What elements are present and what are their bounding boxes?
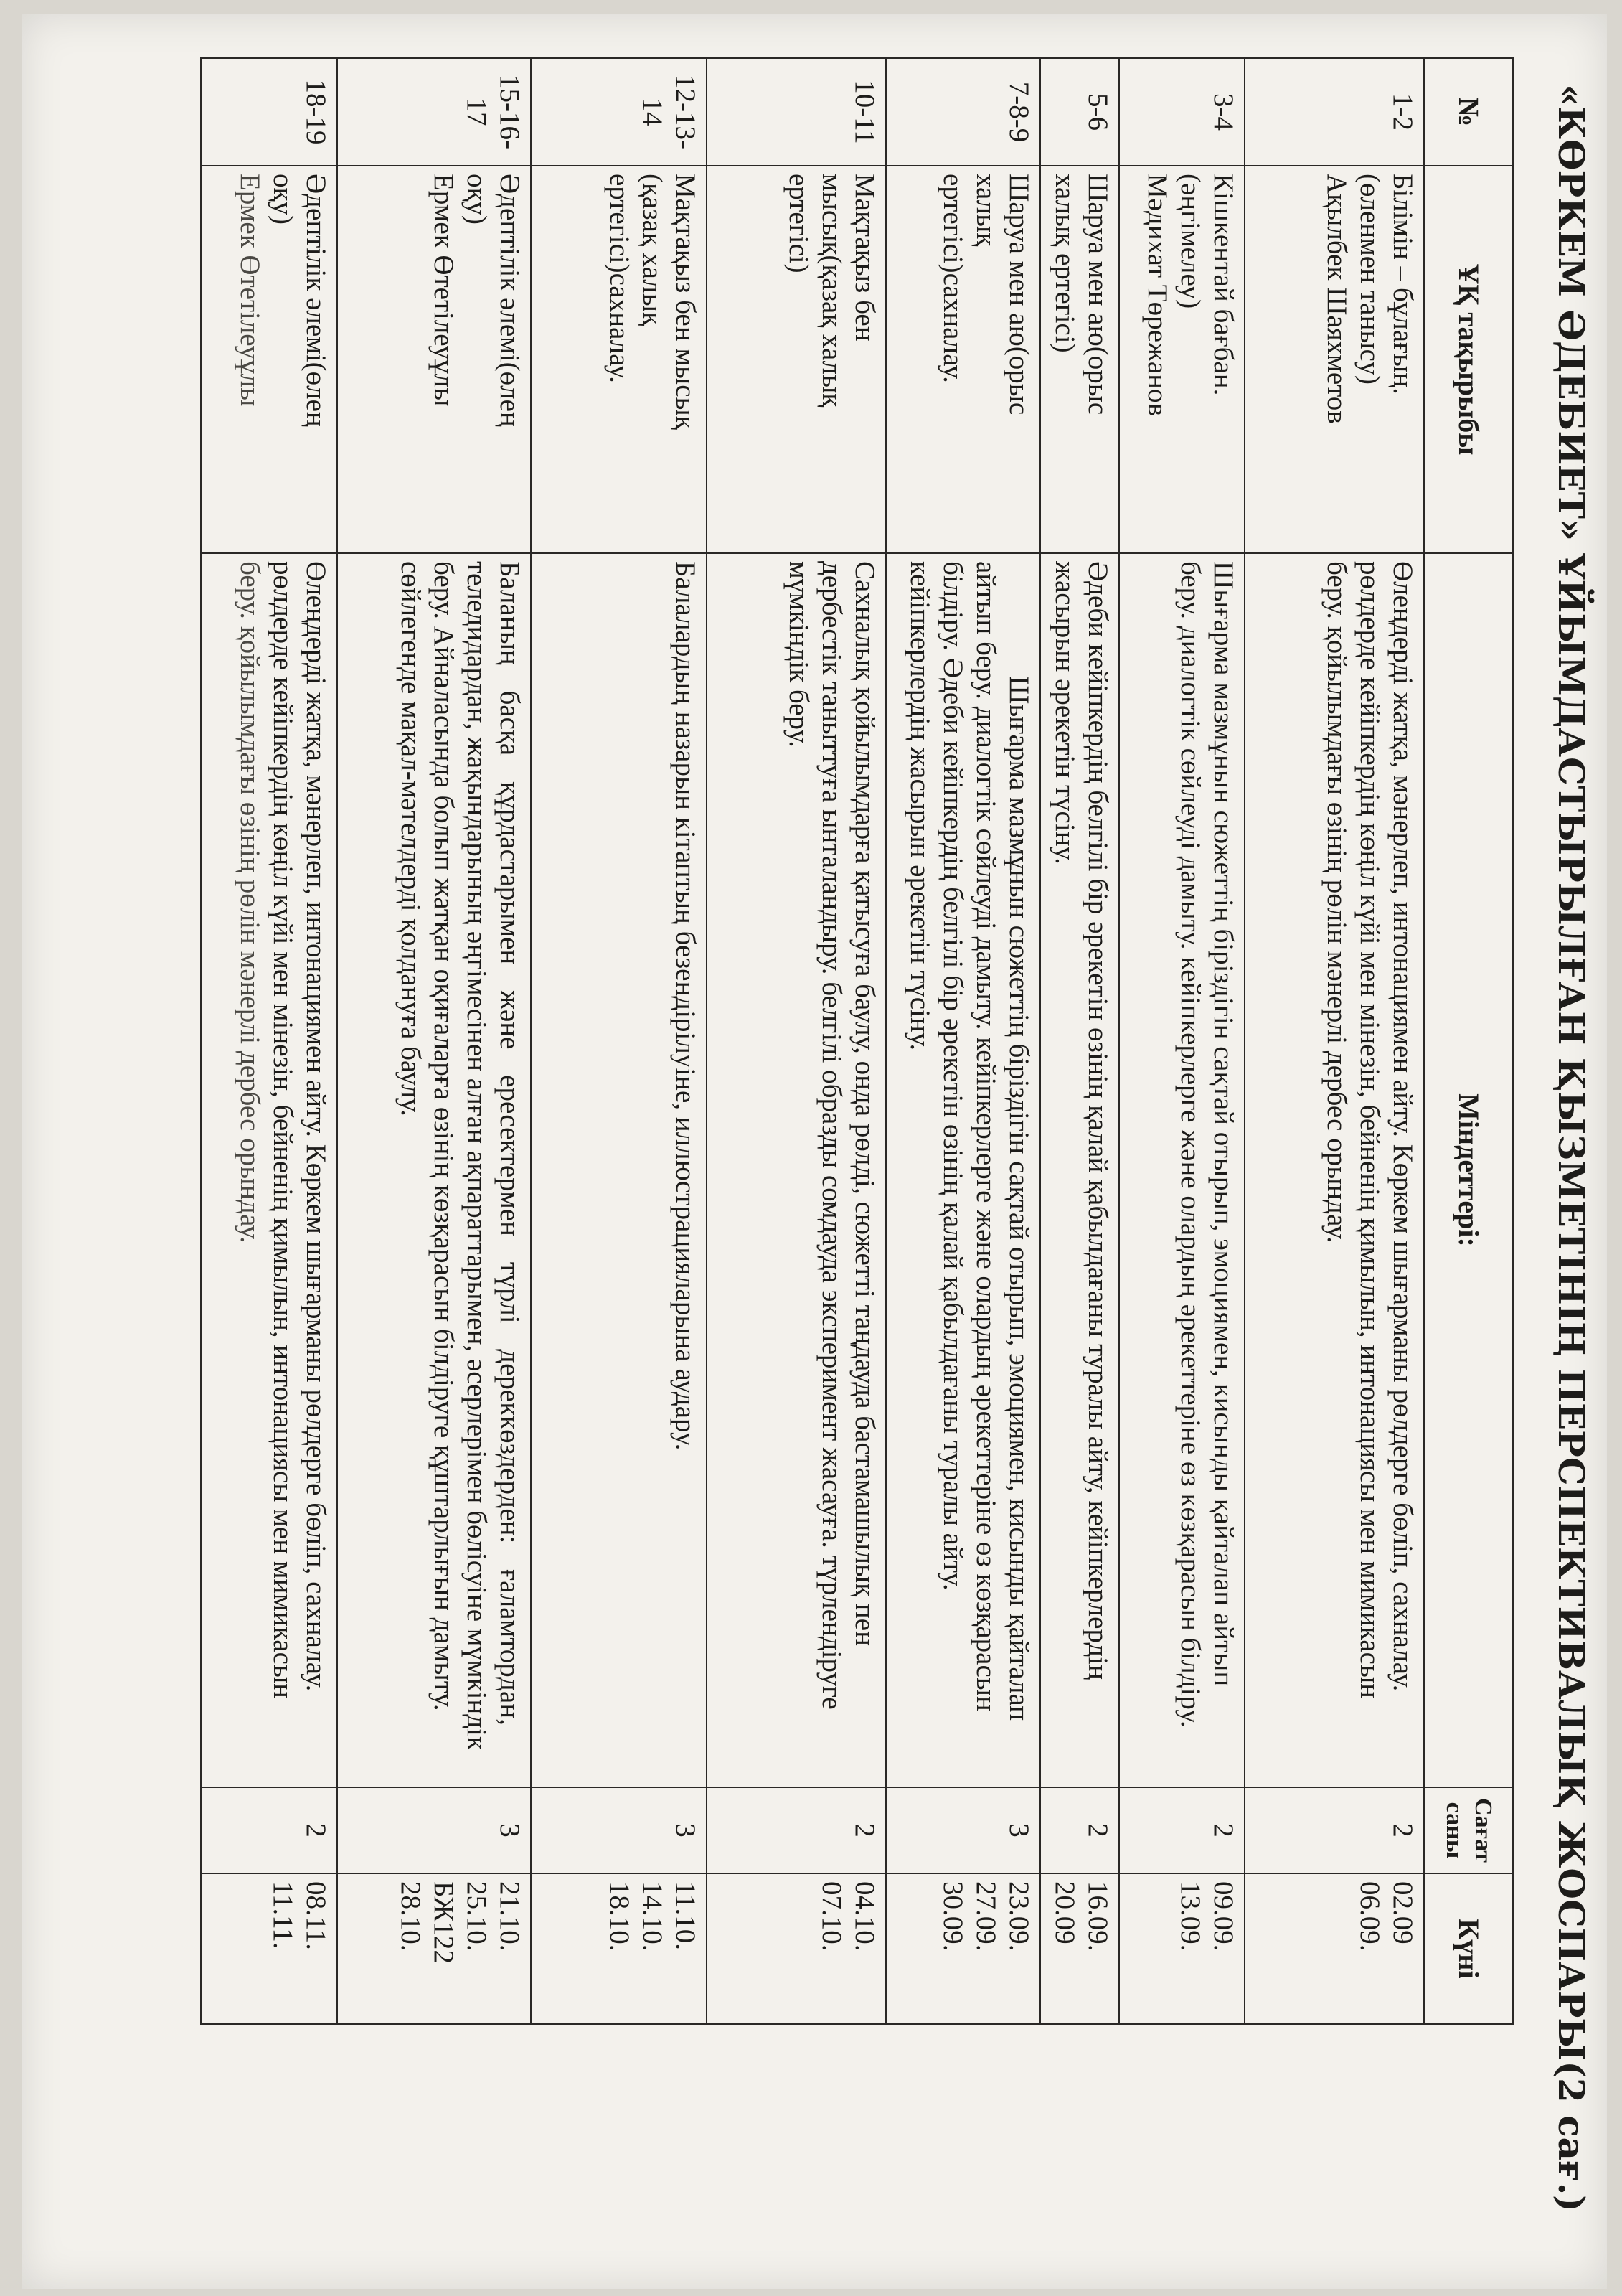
row-topic <box>337 166 531 553</box>
header-tasks: Міндеттері: <box>1424 553 1513 1787</box>
topic-line: (әңгімелеу) <box>1174 174 1206 309</box>
task-line: Шығарма мазмұнын сюжеттің біріздігін сақтай отырып, эмоциямен, кисынды қайталап <box>1004 676 1034 1721</box>
task-line: сөйлегенде мақал-мәтелдерді қолдануға баулу. <box>395 561 426 1116</box>
date-line: 04.10. <box>849 1881 880 1952</box>
row-hours: 2 <box>201 1787 337 1873</box>
row-tasks <box>531 553 707 1787</box>
topic-line: Ермек Өтетілеуұлы <box>234 174 265 407</box>
topic-line: Шаруа мен аю(орыс <box>1004 174 1034 415</box>
table-row <box>1245 58 1424 2024</box>
row-dates <box>886 1873 1040 2024</box>
row-dates <box>1245 1873 1424 2024</box>
date-line: 07.10. <box>816 1881 847 1952</box>
row-hours: 2 <box>1119 1787 1245 1873</box>
date-line: 21.10. <box>494 1881 525 1952</box>
row-number: 3-4 <box>1119 58 1245 166</box>
header-date: Күні <box>1424 1873 1513 2024</box>
date-line: 08.11. <box>301 1881 331 1951</box>
date-line: 11.11. <box>267 1881 298 1949</box>
row-number: 12-13-14 <box>531 58 707 166</box>
topic-line: ертегісі)сахналау. <box>937 174 968 383</box>
topic-line: Ақылбек Шаяхметов <box>1321 174 1352 424</box>
row-topic <box>201 166 337 553</box>
task-line: Балалардың назарын кітаптың безендірілуіне, иллюстрацияларына аудару. <box>670 561 701 1451</box>
topic-line: оқу) <box>461 174 492 225</box>
row-number: 15-16-17 <box>337 58 531 166</box>
paper-sheet <box>22 14 1607 2289</box>
date-line: 11.10. <box>670 1881 701 1951</box>
task-line: беру. диалогтік сөйлеуді дамыту. кейіпкерлерге және олардың әрекеттеріне өз көзқарасын білдіру. <box>1174 561 1206 1728</box>
topic-line: халық ертегісі) <box>1049 174 1080 353</box>
task-line: Шығарма мазмұнын сюжеттің біріздігін сақтай отырып, эмоциямен, кисынды қайталап айтып <box>1208 561 1239 1687</box>
topic-line: оқу) <box>267 174 298 225</box>
row-hours: 3 <box>337 1787 531 1873</box>
row-dates <box>531 1873 707 2024</box>
date-line: 27.09. <box>970 1881 1001 1952</box>
table-header-row <box>1424 58 1513 2024</box>
topic-line: ертегісі) <box>783 174 814 273</box>
task-line: беру. қойылымдағы өзінің рөлін мәнерлі дербес орындау. <box>1321 561 1352 1243</box>
table-row <box>886 58 1040 2024</box>
header-topic: ҰҚ тақырыбы <box>1424 166 1513 553</box>
date-line: 23.09. <box>1004 1881 1034 1952</box>
row-hours: 2 <box>1040 1787 1119 1873</box>
row-number: 10-11 <box>707 58 886 166</box>
task-line: рөлдерде кейіпкердің көңіл күйі мен мінезін, бейненің қимылын, интонациясы мен мимикасын <box>1354 561 1385 1699</box>
table-row <box>707 58 886 2024</box>
date-line: 02.09 <box>1387 1881 1418 1944</box>
row-topic <box>707 166 886 553</box>
date-line: 16.09. <box>1083 1881 1113 1952</box>
table-row <box>337 58 531 2024</box>
row-tasks <box>886 553 1040 1787</box>
date-line: 13.09. <box>1174 1881 1206 1952</box>
row-topic <box>886 166 1040 553</box>
document-page <box>57 14 1607 2267</box>
date-line: 28.10. <box>395 1881 426 1952</box>
task-line: жасырын әрекетін түсіну. <box>1049 561 1080 865</box>
row-topic <box>1040 166 1119 553</box>
row-tasks <box>337 553 531 1787</box>
row-tasks <box>1119 553 1245 1787</box>
topic-line: (қазақ халық <box>636 174 668 326</box>
date-line: 20.09 <box>1049 1881 1080 1944</box>
row-dates <box>201 1873 337 2024</box>
row-dates <box>1040 1873 1119 2024</box>
task-line: Өлеңдерді жатқа, мәнерлеп, интонациямен айту. Көркем шығарманы рөлдерге бөліп, сахналау. <box>301 561 331 1692</box>
topic-line: Ермек Өтетілеуұлы <box>428 174 459 407</box>
topic-line: Әдептілік әлемі(өлең <box>301 174 331 427</box>
row-dates <box>707 1873 886 2024</box>
date-line: 09.09. <box>1208 1881 1239 1952</box>
row-number: 1-2 <box>1245 58 1424 166</box>
task-line: беру. қойылымдағы өзінің рөлін мәнерлі дербес орындау. <box>234 561 265 1243</box>
header-number: № <box>1424 58 1513 166</box>
topic-line: Әдептілік әлемі(өлең <box>494 174 525 427</box>
row-number: 5-6 <box>1040 58 1119 166</box>
row-tasks <box>707 553 886 1787</box>
table-row <box>201 58 337 2024</box>
task-line: Өлеңдерді жатқа, мәнерлеп, интонациямен айту. Көркем шығарманы рөлдерге бөліп, сахналау. <box>1387 561 1418 1692</box>
task-line: дербестік таныттуға ынталандыру. белгілі образды сомдауда эксперимент жасауға. түрлендіруге <box>816 561 847 1710</box>
row-tasks <box>1245 553 1424 1787</box>
plan-table <box>200 57 1514 2025</box>
row-hours: 3 <box>531 1787 707 1873</box>
task-line: Әдеби кейіпкердің белгілі бір әрекетін өзінің қалай қабылдағаны туралы айту, кейіпкерлердің <box>1083 561 1113 1680</box>
row-number: 7-8-9 <box>886 58 1040 166</box>
row-topic <box>1119 166 1245 553</box>
row-dates <box>337 1873 531 2024</box>
topic-line: Шаруа мен аю(орыс <box>1083 174 1113 415</box>
header-hours: Сағат саны <box>1424 1787 1513 1873</box>
task-line: теледидардан, жақындарының әңгімесінен алған ақпараттарымен, әсерлерімен бөлісуіне мүмкіндік <box>461 561 492 1750</box>
row-hours: 2 <box>1245 1787 1424 1873</box>
task-line: беру. Айналасында болып жатқан оқиғаларға өзінің көзқарасын білдіруге құштарлығын дамыту. <box>428 561 459 1711</box>
table-row <box>531 58 707 2024</box>
date-line: 06.09. <box>1354 1881 1385 1952</box>
row-topic <box>1245 166 1424 553</box>
task-line: рөлдерде кейіпкердің көңіл күйі мен мінезін, бейненің қимылын, интонациясы мен мимикасын <box>267 561 298 1699</box>
topic-line: халық <box>970 174 1001 247</box>
table-row <box>1040 58 1119 2024</box>
task-line: мүмкіндік беру. <box>783 561 814 748</box>
date-line: БЖ122 <box>428 1881 459 1964</box>
date-line: 14.10. <box>636 1881 668 1952</box>
topic-line: мысық(қазақ халық <box>816 174 847 408</box>
row-tasks <box>201 553 337 1787</box>
task-line: айтып беру. диалогтік сөйлеуді дамыту. кейіпкерлерге және олардың әрекеттеріне өз көзқарасын <box>970 561 1001 1711</box>
row-number: 18-19 <box>201 58 337 166</box>
row-topic <box>531 166 707 553</box>
topic-line: Кішкентай бағбан. <box>1208 174 1239 396</box>
topic-line: Мәдихат Төрежанов <box>1141 174 1173 416</box>
task-line: білдіру. Әдеби кейіпкердің белгілі бір әрекетін өзінің қалай қабылдағаны туралы айту. <box>937 561 968 1591</box>
topic-line: Мақтақыз бен <box>849 174 880 342</box>
task-line: кейіпкерлердің жасырын әрекетін түсіну. <box>904 561 935 1051</box>
task-line: Сахналық қойылымдарға қатысуға баулу, онда рөлді, сюжетті таңдауда бастамашылық пен <box>849 561 880 1646</box>
row-hours: 2 <box>707 1787 886 1873</box>
topic-line: ертегісі)сахналау. <box>603 174 635 383</box>
task-line: Баланың басқа құрдастарымен және ересектермен түрлі дереккөздерден: ғаламтордан, <box>494 561 525 1726</box>
table-row <box>1119 58 1245 2024</box>
topic-line: Мақтақыз бен мысық <box>670 174 701 430</box>
date-line: 18.10. <box>603 1881 635 1952</box>
topic-line: Білімін – бұлағың. <box>1387 174 1418 395</box>
row-hours: 3 <box>886 1787 1040 1873</box>
document-title: «КӨРКЕМ ӘДЕБИЕТ» ҰЙЫМДАСТЫРЫЛҒАН ҚЫЗМЕТІНІҢ ПЕРСПЕКТИВАЛЫҚ ЖОСПАРЫ(2 сағ.) <box>1550 84 1593 2212</box>
date-line: 25.10. <box>461 1881 492 1952</box>
topic-line: (өленмен танысу) <box>1354 174 1385 385</box>
date-line: 30.09. <box>937 1881 968 1952</box>
row-tasks <box>1040 553 1119 1787</box>
row-dates <box>1119 1873 1245 2024</box>
